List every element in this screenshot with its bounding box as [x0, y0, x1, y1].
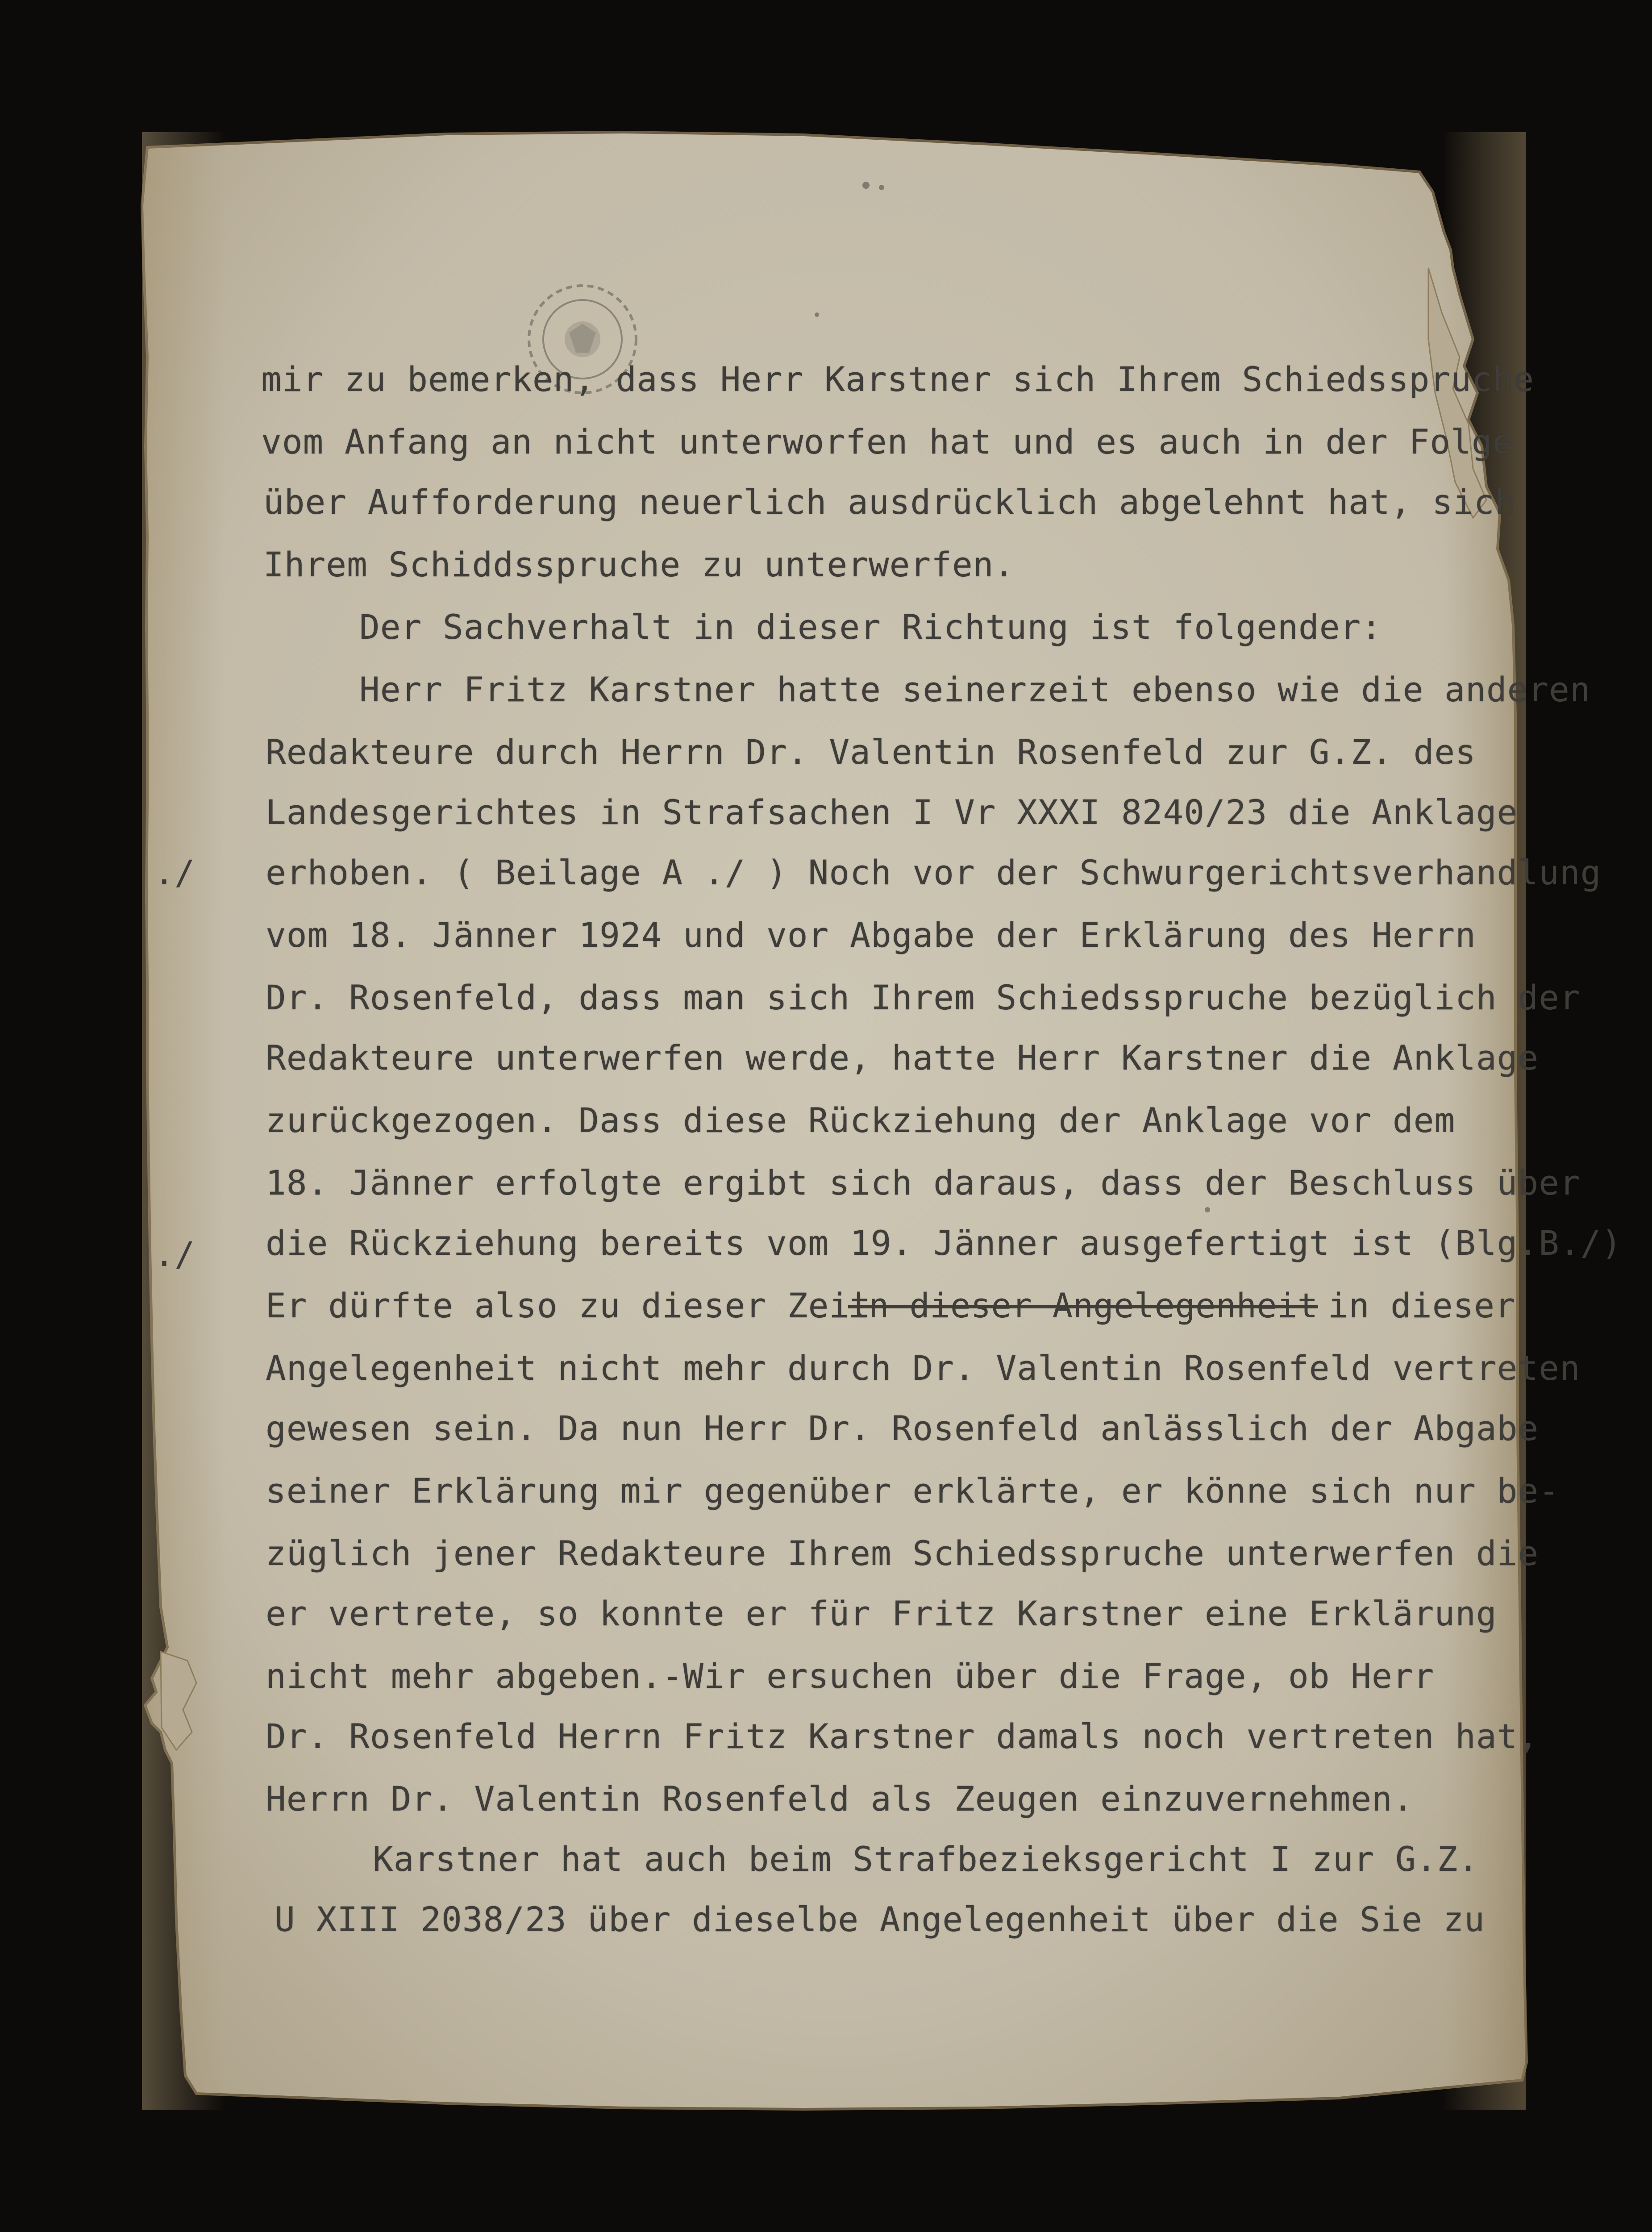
text-line: er vertrete, so konnte er für Fritz Karstner eine Erklärung [266, 1594, 1497, 1633]
text-line: mir zu bemerken, dass Herr Karstner sich Ihrem Schiedsspruche [261, 359, 1535, 399]
text-line: seiner Erklärung mir gegenüber erklärte, er könne sich nur be- [266, 1471, 1560, 1511]
text-line: erhoben. ( Beilage A ./ ) Noch vor der Schwurgerichtsverhandlung [266, 853, 1602, 892]
text-line: Der Sachverhalt in dieser Richtung ist folgender: [359, 607, 1382, 647]
text-line: über Aufforderung neuerlich ausdrücklich abgelehnt hat, sich [263, 482, 1516, 522]
text-line: Herrn Dr. Valentin Rosenfeld als Zeugen einzuvernehmen. [266, 1779, 1414, 1819]
text-line: in dieser [1328, 1286, 1516, 1325]
text-line: gewesen sein. Da nun Herr Dr. Rosenfeld anlässlich der Abgabe [266, 1408, 1539, 1448]
struck-text: in dieser Angelegenheit [848, 1286, 1318, 1325]
text-line: züglich jener Redakteure Ihrem Schiedsspruche unterwerfen die [266, 1533, 1539, 1573]
text-line: vom Anfang an nicht unterworfen hat und es auch in der Folge [261, 422, 1514, 462]
text-line: 18. Jänner erfolgte ergibt sich daraus, dass der Beschluss über [266, 1163, 1581, 1203]
text-line: Angelegenheit nicht mehr durch Dr. Valentin Rosenfeld vertreten [266, 1348, 1581, 1388]
text-line: Ihrem Schiddsspruche zu unterwerfen. [263, 545, 1015, 584]
margin-mark: ./ [154, 853, 195, 892]
text-line: Herr Fritz Karstner hatte seinerzeit ebenso wie die anderen [359, 670, 1591, 709]
text-line: Dr. Rosenfeld, dass man sich Ihrem Schiedsspruche bezüglich der [266, 978, 1581, 1017]
text-line: die Rückziehung bereits vom 19. Jänner ausgefertigt ist (Blg.B./) [266, 1223, 1623, 1263]
margin-mark: ./ [154, 1234, 195, 1274]
text-line: Dr. Rosenfeld Herrn Fritz Karstner damals noch vertreten hat, [266, 1716, 1539, 1756]
text-line: Er dürfte also zu dieser Zeit [266, 1286, 871, 1325]
text-line: nicht mehr abgeben.-Wir ersuchen über die Frage, ob Herr [266, 1656, 1435, 1696]
text-line: U XIII 2038/23 über dieselbe Angelegenheit über die Sie zu [275, 1899, 1485, 1939]
text-line: vom 18. Jänner 1924 und vor Abgabe der Erklärung des Herrn [266, 915, 1476, 955]
text-line: Landesgerichtes in Strafsachen I Vr XXXI 8240/23 die Anklage [266, 792, 1518, 832]
text-line: Karstner hat auch beim Strafbezieksgericht I zur G.Z. [373, 1839, 1479, 1879]
text-line: Redakteure unterwerfen werde, hatte Herr Karstner die Anklage [266, 1038, 1539, 1078]
edge-shading [142, 132, 1526, 2110]
text-line: Redakteure durch Herrn Dr. Valentin Rosenfeld zur G.Z. des [266, 732, 1476, 772]
text-line: zurückgezogen. Dass diese Rückziehung der Anklage vor dem [266, 1100, 1456, 1140]
